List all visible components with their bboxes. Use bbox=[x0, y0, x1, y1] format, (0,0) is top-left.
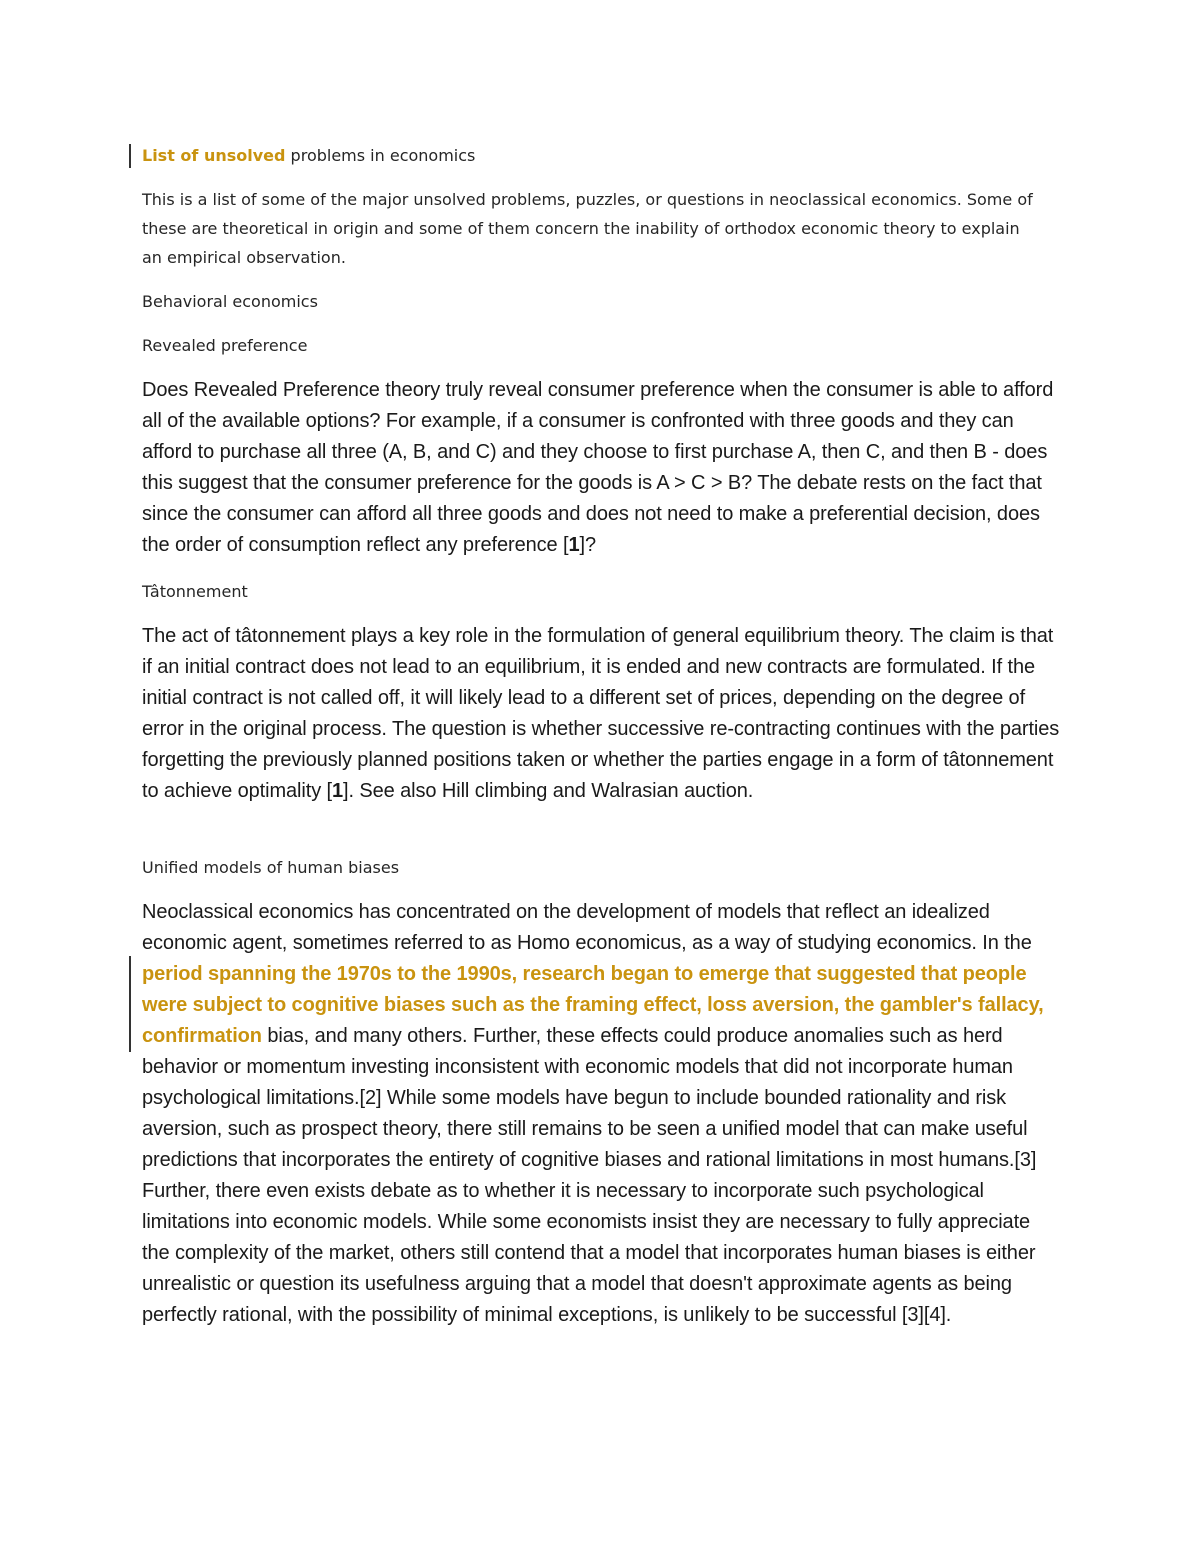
title-highlight: List of unsolved bbox=[142, 146, 286, 165]
intro-paragraph: This is a list of some of the major unsolved problems, puzzles, or questions in neoclassical economics. Some of these are theoretical in origin and some of them concern the inability of orthodox economic theory to explain an empirical observation. bbox=[142, 190, 1033, 267]
revealed-preference-end: ]? bbox=[579, 534, 596, 556]
tatonnement-paragraph bbox=[142, 621, 1062, 807]
tatonnement-end: ]. See also Hill climbing and Walrasian auction. bbox=[343, 780, 754, 802]
revealed-preference-body: Does Revealed Preference theory truly reveal consumer preference when the consumer is able to afford all of the available options? For example, if a consumer is confronted with three goods and they can afford to purchase all three (A, B, and C) and they choose to first purchase A, then C, and then B - does this suggest that the consumer preference for the goods is A > C > B? The debate rests on the fact that since the consumer can afford all three goods and does not need to make a preferential decision, does the order of consumption reflect any preference [ bbox=[142, 379, 1054, 556]
unified-models-paragraph bbox=[142, 897, 1062, 1331]
heading-tatonnement: Tâtonnement bbox=[142, 582, 248, 601]
unified-models-body-start: Neoclassical economics has concentrated on the development of models that reflect an idealized economic agent, sometimes referred to as Homo economicus, as a way of studying economics. In the bbox=[142, 901, 1032, 954]
revision-bar-title bbox=[129, 144, 131, 168]
heading-revealed-preference: Revealed preference bbox=[142, 336, 308, 355]
unified-models-body-end: bias, and many others. Further, these effects could produce anomalies such as herd behavior or momentum investing inconsistent with economic models that did not incorporate human psychological limitations.[2] While some models have begun to include bounded rationality and risk aversion, such as prospect theory, there still remains to be seen a unified model that can make useful predictions that incorporates the entirety of cognitive biases and rational limitations in most humans.[3] Further, there even exists debate as to whether it is necessary to incorporate such psychological limitations into economic models. While some economists insist they are necessary to fully appreciate the complexity of the market, others still contend that a model that incorporates human biases is either unrealistic or question its usefulness arguing that a model that doesn't approximate agents as being perfectly rational, with the possibility of minimal exceptions, is unlikely to be successful [3][4]. bbox=[142, 1025, 1037, 1326]
citation-1[interactable]: 1 bbox=[568, 534, 580, 556]
revealed-preference-paragraph bbox=[142, 375, 1062, 561]
unified-models-highlight: period spanning the 1970s to the 1990s, research began to emerge that suggested that people were subject to cognitive biases such as the framing effect, loss aversion, the gambler's fallacy, confirmation bbox=[142, 963, 1044, 1047]
citation-1-tatonnement[interactable]: 1 bbox=[332, 780, 344, 802]
tatonnement-body: The act of tâtonnement plays a key role in the formulation of general equilibrium theory. The claim is that if an initial contract does not lead to an equilibrium, it is ended and new contracts are formulated. If the initial contract is not called off, it will likely lead to a different set of prices, depending on the degree of error in the original process. The question is whether successive re-contracting continues with the parties forgetting the previously planned positions taken or whether the parties engage in a form of tâtonnement to achieve optimality [ bbox=[142, 625, 1060, 802]
revision-bar-highlight bbox=[129, 956, 131, 1052]
heading-behavioral-economics: Behavioral economics bbox=[142, 292, 318, 311]
title-rest: problems in economics bbox=[285, 146, 476, 165]
heading-unified-models: Unified models of human biases bbox=[142, 858, 400, 877]
document-title bbox=[142, 141, 1062, 170]
